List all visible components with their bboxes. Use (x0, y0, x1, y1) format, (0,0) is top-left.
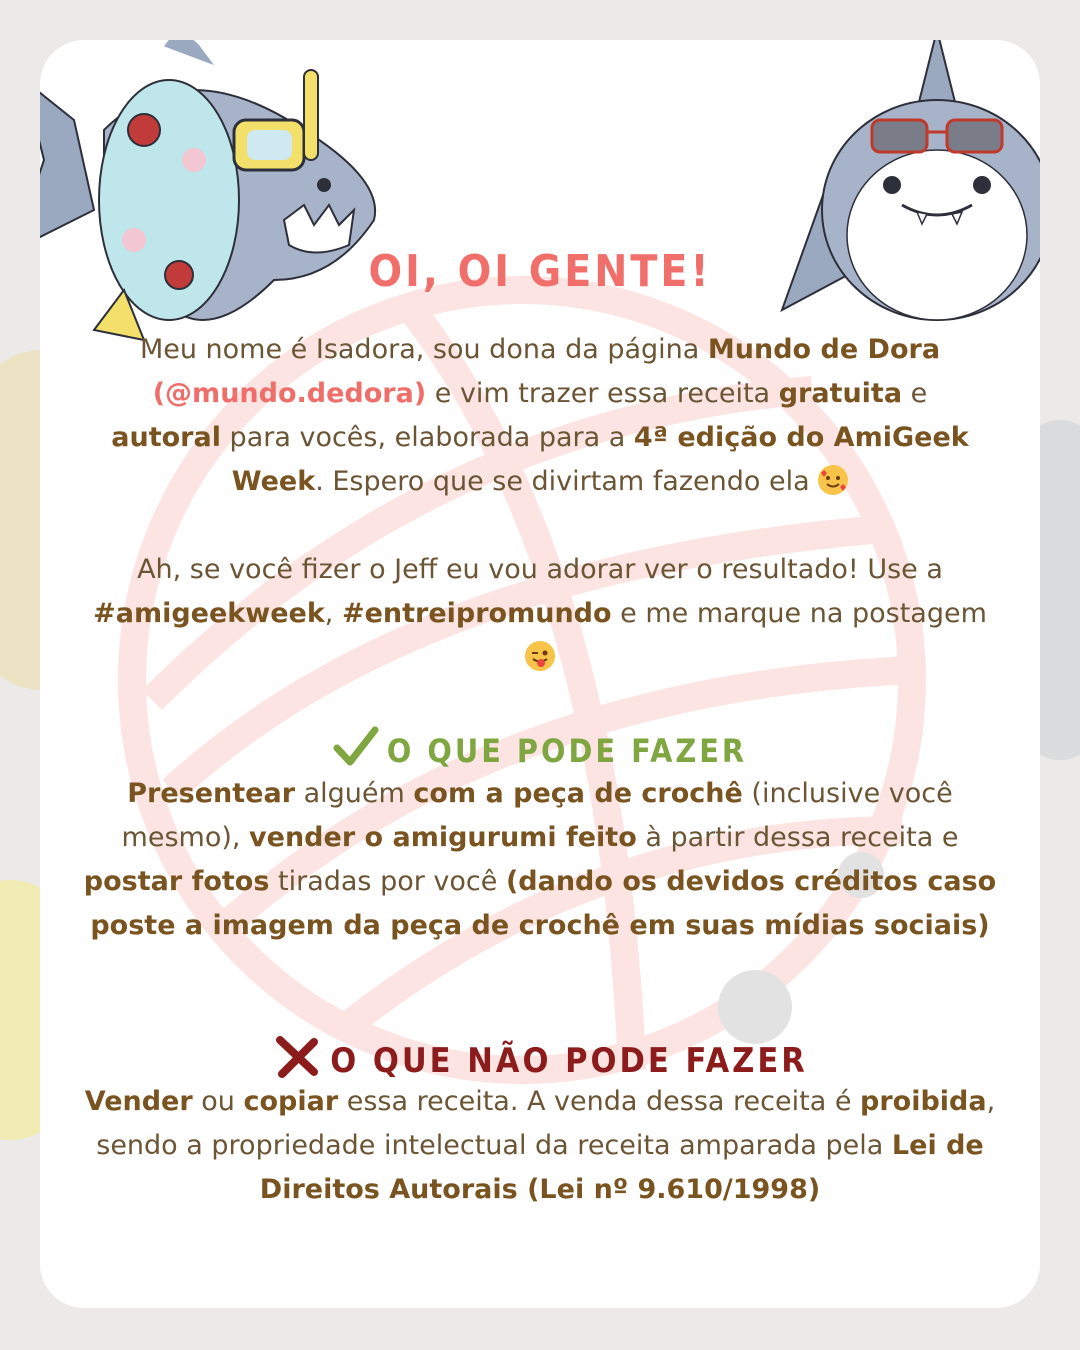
share-text: , (324, 598, 342, 629)
allowed-bold: vender o amigurumi feito (249, 822, 637, 853)
allowed-credits-note: (dando os devidos créditos caso poste a imagem da peça de crochê em suas mídias sociais) (90, 866, 997, 941)
forbidden-bold: proibida (860, 1086, 987, 1117)
intro-text: Meu nome é Isadora, sou dona da página (139, 334, 708, 365)
copyright-law: Lei de Direitos Autorais (Lei nº 9.610/1998) (259, 1130, 984, 1205)
allowed-text: à partir dessa receita e (636, 822, 959, 853)
hashtag-amigeekweek: #amigeekweek (93, 598, 325, 629)
page-name: Mundo de Dora (707, 334, 941, 365)
content-card (40, 40, 1040, 1308)
forbidden-paragraph (82, 1080, 998, 1212)
intro-text: para vocês, elaborada para a (220, 422, 634, 453)
free-label: gratuita (778, 378, 903, 409)
forbidden-text: ou (192, 1086, 244, 1117)
authorial-label: autoral (111, 422, 221, 453)
event-name: 4ª edição do AmiGeek Week (231, 422, 969, 497)
intro-text: . Espero que se divirtam fazendo ela (315, 466, 810, 497)
share-text: e me marque na postagem (611, 598, 987, 629)
hashtag-entreipromundo: #entreipromundo (341, 598, 612, 629)
greeting-heading: OI, OI GENTE! (368, 246, 712, 297)
forbidden-bold: Vender (84, 1086, 193, 1117)
allowed-bold: postar fotos (83, 866, 270, 897)
sunglasses-shark-illustration (762, 40, 1040, 350)
share-paragraph (82, 548, 998, 680)
allowed-text: (inclusive você mesmo), (121, 778, 953, 853)
allowed-text: alguém (295, 778, 414, 809)
check-icon (333, 726, 379, 776)
allowed-heading-text: O QUE PODE FAZER (386, 732, 748, 770)
forbidden-bold: copiar (243, 1086, 339, 1117)
allowed-text: tiradas por você (269, 866, 506, 897)
share-text: Ah, se você fizer o Jeff eu vou adorar ver o resultado! Use a (137, 554, 943, 585)
winking-face-tongue-icon (525, 641, 555, 671)
forbidden-heading-text: O QUE NÃO PODE FAZER (330, 1041, 808, 1081)
intro-paragraph (82, 328, 998, 504)
allowed-heading (40, 726, 1040, 776)
intro-text: e vim trazer essa receita (426, 378, 779, 409)
intro-text: e (902, 378, 928, 409)
forbidden-text: , sendo a propriedade intelectual da receita amparada pela (96, 1086, 996, 1161)
allowed-paragraph (82, 772, 998, 948)
forbidden-text: essa receita. A venda dessa receita é (338, 1086, 861, 1117)
decorative-dot-large (718, 970, 792, 1044)
instagram-handle: (@mundo.dedora) (152, 378, 427, 409)
allowed-bold: com a peça de crochê (413, 778, 743, 809)
smiling-face-with-hearts-icon (818, 465, 848, 495)
snorkel-shark-illustration (40, 40, 404, 370)
allowed-bold: Presentear (127, 778, 296, 809)
